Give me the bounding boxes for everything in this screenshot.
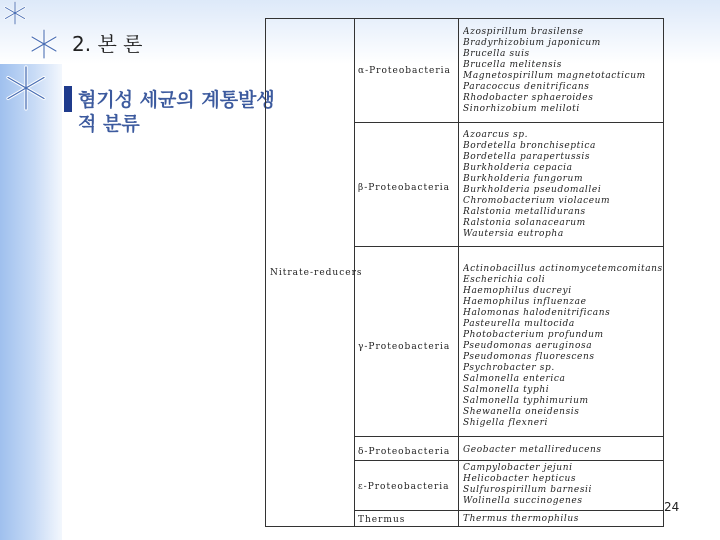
slide-heading: 혐기성 세균의 계통발생적 분류 [78,89,275,135]
species-name: Sulfurospirillum barnesii [463,485,593,495]
species-name: Burkholderia fungorum [463,174,584,184]
heading-accent-bar [64,86,72,112]
species-name: Azoarcus sp. [463,130,529,140]
snowflake-icon [28,28,60,60]
species-name: Salmonella typhimurium [463,396,589,406]
species-name: Rhodobacter sphaeroides [463,93,594,103]
species-name: Shewanella oneidensis [463,407,580,417]
slide-section-title: 2. 본 론 [72,32,143,56]
species-name: Ralstonia solanacearum [463,218,586,228]
species-name: Shigella flexneri [463,418,549,428]
table-divider [354,510,664,511]
species-name: Paracoccus denitrificans [463,82,590,92]
species-name: Azospirillum brasilense [463,27,584,37]
table-divider [354,246,664,247]
species-list [463,445,668,456]
species-name: Actinobacillus actinomycetemcomitans [463,264,663,274]
species-name: Geobacter metallireducens [463,445,602,455]
table-divider [354,460,664,461]
species-list [463,514,668,525]
species-name: Brucella melitensis [463,60,562,70]
class-label: γ-Proteobacteria [358,342,451,352]
species-name: Helicobacter hepticus [463,474,577,484]
species-name: Sinorhizobium meliloti [463,104,580,114]
species-name: Salmonella typhi [463,385,550,395]
species-name: Magnetospirillum magnetotacticum [463,71,646,81]
species-list [463,27,668,115]
species-name: Thermus thermophilus [463,514,579,524]
class-label: ε-Proteobacteria [358,482,450,492]
class-label: α-Proteobacteria [358,66,451,76]
snowflake-icon [2,64,50,112]
species-name: Pasteurella multocida [463,319,575,329]
species-name: Haemophilus influenzae [463,297,587,307]
species-name: Haemophilus ducreyi [463,286,572,296]
species-name: Salmonella enterica [463,374,566,384]
species-name: Pseudomonas fluorescens [463,352,595,362]
class-label: δ-Proteobacteria [358,447,451,457]
species-list [463,130,668,240]
species-name: Brucella suis [463,49,530,59]
species-name: Burkholderia cepacia [463,163,573,173]
species-name: Bordetella bronchiseptica [463,141,596,151]
species-name: Escherichia coli [463,275,546,285]
table-divider [458,18,459,527]
class-label: Thermus [358,515,406,525]
table-divider [354,122,664,123]
root-category-label: Nitrate-reducers [270,268,363,278]
page-number: 24 [664,500,680,514]
species-list [463,463,668,507]
species-name: Pseudomonas aeruginosa [463,341,593,351]
species-name: Bradyrhizobium japonicum [463,38,601,48]
species-name: Photobacterium profundum [463,330,604,340]
species-name: Campylobacter jejuni [463,463,573,473]
species-name: Wautersia eutropha [463,229,564,239]
snowflake-icon [2,0,28,26]
species-list [463,264,668,429]
species-name: Burkholderia pseudomallei [463,185,602,195]
species-name: Chromobacterium violaceum [463,196,611,206]
species-name: Wolinella succinogenes [463,496,583,506]
species-name: Halomonas halodenitrificans [463,308,611,318]
table-divider [354,436,664,437]
species-name: Ralstonia metallidurans [463,207,586,217]
class-label: β-Proteobacteria [358,183,451,193]
species-name: Psychrobacter sp. [463,363,555,373]
species-name: Bordetella parapertussis [463,152,591,162]
